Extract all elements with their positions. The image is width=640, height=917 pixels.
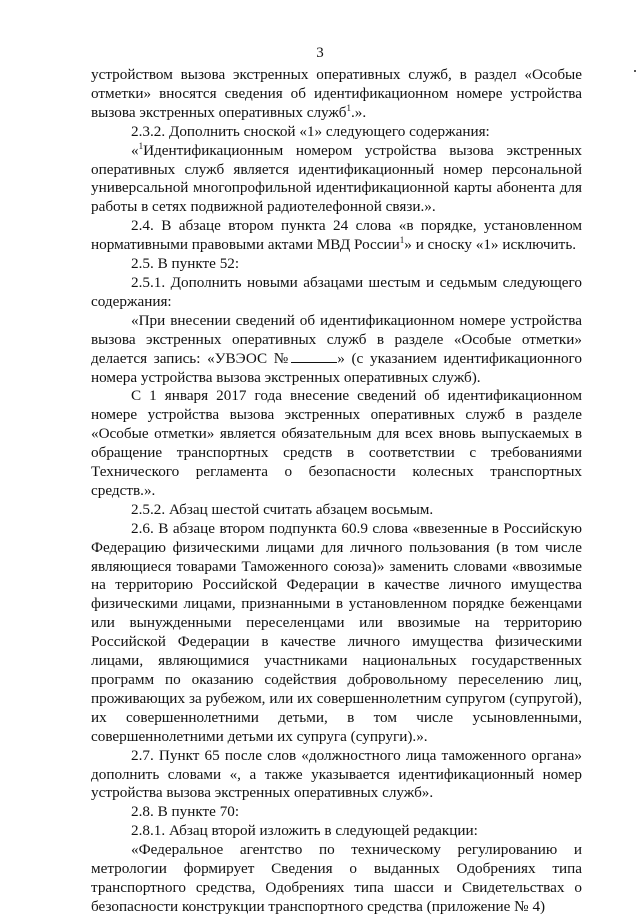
paragraph-text-tail: » (с указанием идентификационного номера устройства вызова экстренных оперативных служб). bbox=[91, 349, 582, 386]
paragraph-2-7: 2.7. Пункт 65 после слов «должностного лица таможенного органа» дополнить словами «, а также указывается идентификационный номер устройства вызова экстренных оперативных служб». bbox=[91, 746, 582, 802]
quote-open: « bbox=[131, 141, 139, 159]
paragraph-2-8: 2.8. В пункте 70: bbox=[131, 803, 240, 821]
paragraph-text: устройством вызова экстренных оперативных служб, в раздел «Особые отметки» вносятся сведения об идентификационном номере устройства вызова экстренных оперативных служб bbox=[91, 66, 582, 121]
footnote-ref: 1 bbox=[399, 235, 405, 246]
paragraph-text-tail: » и сноску «1» исключить. bbox=[404, 236, 577, 254]
paragraph-2017: С 1 января 2017 года внесение сведений об идентификационном номере устройства вызова экстренных оперативных служб в разделе «Особые отметки» является обязательным для всех вновь выпускаемых в обращение транспортных средств в соответствии с требованиями Технического регламента о безопасности колесных транспортных средств.». bbox=[91, 387, 582, 499]
footnote-ref: 1 bbox=[346, 102, 351, 113]
document-body bbox=[91, 66, 582, 917]
paragraph-2-6: 2.6. В абзаце втором подпункта 60.9 слова «ввезенные в Российскую Федерацию физическими лицами для личного пользования (в том числе являющиеся товарами Таможенного союза)» заменить словами «ввозимые на территорию Российской Федерации в качестве личного имущества физическими лицами, признанными в установленном порядке беженцами или вынужденными переселенцами или ввозимые на территорию Российской Федерации в качестве личного имущества физическими лицами, являющимися участниками национальных государственных программ по оказанию содействия добровольному переселению лиц, проживающих за рубежом, или их совершеннолетним супругом (супругой), их совершеннолетними детьми, в том числе усыновленными, совершеннолетними детьми их супруга (супруги).». bbox=[91, 519, 582, 745]
paragraph-footnote-text bbox=[91, 142, 582, 218]
scan-edge-mark bbox=[634, 70, 636, 72]
blank-underline bbox=[291, 351, 337, 363]
paragraph-2-5-2: 2.5.2. Абзац шестой считать абзацем восьмым. bbox=[131, 500, 434, 518]
paragraph-text-tail: .». bbox=[350, 103, 367, 121]
paragraph-2-5-1: 2.5.1. Дополнить новыми абзацами шестым и седьмым следующего содержания: bbox=[91, 273, 582, 310]
paragraph-text-tail: Идентификационным номером устройства вызова экстренных оперативных служб является идентификационный номер персональной универсальной многопрофильной идентификационной карты абонента для работы в сетях подвижной радиотелефонной связи.». bbox=[91, 141, 582, 216]
paragraph-text: 2.4. В абзаце втором пункта 24 слова «в порядке, установленном нормативными правовыми актами МВД России bbox=[91, 217, 582, 254]
paragraph-2-8-1: 2.8.1. Абзац второй изложить в следующей редакции: bbox=[131, 822, 478, 840]
page-number: 3 bbox=[316, 45, 324, 61]
paragraph-continuation bbox=[91, 66, 582, 123]
paragraph-2-3-2: 2.3.2. Дополнить сноской «1» следующего содержания: bbox=[131, 122, 490, 140]
paragraph-quote-entry bbox=[91, 312, 582, 388]
paragraph-2-4 bbox=[91, 217, 582, 255]
paragraph-2-5: 2.5. В пункте 52: bbox=[131, 255, 240, 273]
footnote-ref: 1 bbox=[138, 140, 144, 151]
paragraph-text: «При внесении сведений об идентификационном номере устройства вызова экстренных оперативных служб в разделе «Особые отметки» делается запись: «УВЭОС № bbox=[91, 311, 582, 367]
paragraph-federal-agency: «Федеральное агентство по техническому регулированию и метрологии формирует Сведения о выданных Одобрениях типа транспортного средства, Одобрениях типа шасси и Свидетельствах о безопасности конструкции транспортного средства (приложение № 4) bbox=[91, 841, 582, 915]
